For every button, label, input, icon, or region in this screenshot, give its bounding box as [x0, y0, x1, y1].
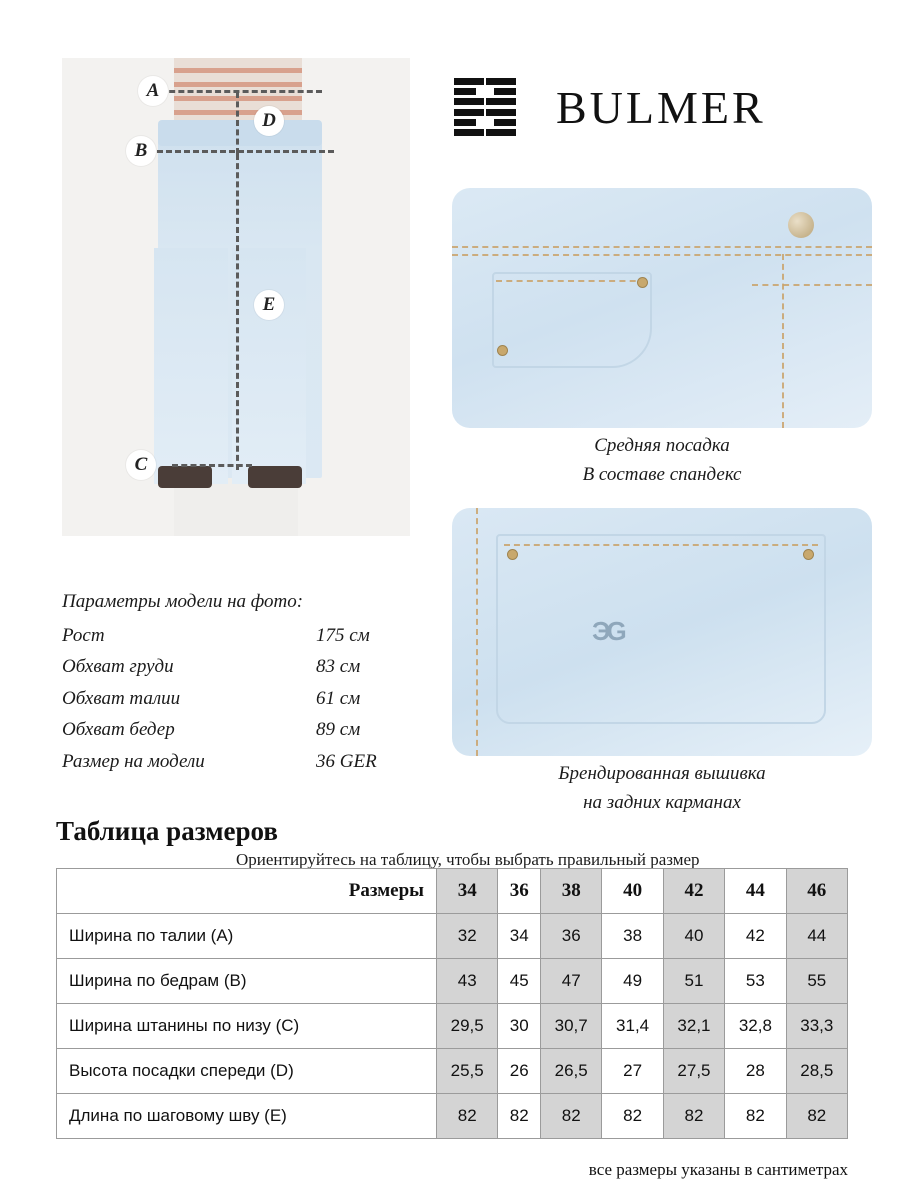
caption-line: Брендированная вышивка: [558, 763, 766, 784]
cell: 82: [725, 1094, 786, 1139]
cell: 38: [602, 914, 663, 959]
model-photo: [62, 58, 410, 536]
marker-b: B: [126, 136, 156, 166]
caption-line: В составе спандекс: [582, 463, 742, 485]
cell: 27,5: [663, 1049, 724, 1094]
table-row: [57, 1094, 848, 1139]
size-column-44: 44: [725, 869, 786, 914]
pocket-embroidery-icon: ЭG: [592, 616, 623, 646]
table-row: [57, 1049, 848, 1094]
cell: 82: [498, 1094, 541, 1139]
model-parameters-title: Параметры модели на фото:: [62, 591, 304, 612]
guide-line-hip-b: [148, 150, 334, 153]
guide-line-hem-c: [172, 464, 252, 467]
size-table-header-label: Размеры: [57, 869, 437, 914]
size-column-36: 36: [498, 869, 541, 914]
size-column-46: 46: [786, 869, 847, 914]
size-table-title: Таблица размеров: [56, 816, 278, 846]
model-param-label: Обхват груди: [62, 656, 174, 678]
bulmer-monogram-icon: [452, 76, 534, 138]
detail-photo-back-pocket: [452, 508, 872, 756]
size-table-footnote: все размеры указаны в сантиметрах: [588, 1160, 848, 1179]
model-param-label: Рост: [62, 624, 105, 646]
cell: 36: [541, 914, 602, 959]
model-param-label: Обхват бедер: [62, 719, 175, 741]
cell: 40: [663, 914, 724, 959]
cell: 29,5: [437, 1004, 498, 1049]
cell: 55: [786, 959, 847, 1004]
guide-line-rise-d: [236, 92, 239, 154]
cell: 47: [541, 959, 602, 1004]
measure-label-waist: Ширина по талии (A): [57, 914, 437, 959]
cell: 45: [498, 959, 541, 1004]
measure-label-rise: Высота посадки спереди (D): [57, 1049, 437, 1094]
model-jeans-leg-right: [232, 248, 306, 484]
model-param-value: 89 см: [316, 719, 361, 741]
cell: 82: [437, 1094, 498, 1139]
detail-photo-front-pocket: [452, 188, 872, 428]
size-column-40: 40: [602, 869, 663, 914]
model-param-value: 83 см: [316, 656, 361, 678]
model-param-row: [62, 620, 412, 652]
model-param-row: [62, 651, 412, 683]
model-jeans-waistband: [158, 120, 322, 146]
model-param-row: [62, 683, 412, 715]
cell: 32,8: [725, 1004, 786, 1049]
table-row: [57, 1004, 848, 1049]
cell: 25,5: [437, 1049, 498, 1094]
cell: 28: [725, 1049, 786, 1094]
model-param-value: 175 см: [316, 624, 370, 646]
model-param-row: [62, 746, 412, 778]
cell: 27: [602, 1049, 663, 1094]
cell: 33,3: [786, 1004, 847, 1049]
cell: 34: [498, 914, 541, 959]
cell: 49: [602, 959, 663, 1004]
cell: 44: [786, 914, 847, 959]
model-jeans-leg-left: [154, 248, 228, 484]
model-param-label: Обхват талии: [62, 687, 181, 709]
model-foot-right: [248, 466, 302, 488]
cell: 82: [541, 1094, 602, 1139]
guide-line-inseam-e: [236, 154, 239, 470]
cell: 30,7: [541, 1004, 602, 1049]
cell: 43: [437, 959, 498, 1004]
size-table: [56, 868, 848, 1139]
cell: 30: [498, 1004, 541, 1049]
caption-line: на задних карманах: [583, 791, 741, 813]
cell: 82: [663, 1094, 724, 1139]
size-column-34: 34: [437, 869, 498, 914]
measure-label-hips: Ширина по бедрам (B): [57, 959, 437, 1004]
guide-line-waist-a: [160, 90, 322, 93]
caption-line: Средняя посадка: [594, 435, 730, 456]
detail-photo-front-caption: [452, 432, 872, 489]
model-param-value: 61 см: [316, 687, 361, 709]
detail-photo-back-caption: [452, 760, 872, 817]
model-param-value: 36 GER: [316, 750, 377, 772]
cell: 32: [437, 914, 498, 959]
marker-a: A: [138, 76, 168, 106]
model-parameters: [62, 586, 412, 777]
size-table-subtitle: Ориентируйтесь на таблицу, чтобы выбрать правильный размер: [236, 850, 700, 869]
cell: 26,5: [541, 1049, 602, 1094]
brand-header: [452, 72, 872, 142]
brand-name: BULMER: [556, 81, 766, 133]
model-param-label: Размер на модели: [62, 750, 205, 772]
marker-c: C: [126, 450, 156, 480]
cell: 26: [498, 1049, 541, 1094]
cell: 51: [663, 959, 724, 1004]
cell: 31,4: [602, 1004, 663, 1049]
table-row: [57, 914, 848, 959]
cell: 82: [602, 1094, 663, 1139]
table-row: [57, 959, 848, 1004]
cell: 53: [725, 959, 786, 1004]
size-column-42: 42: [663, 869, 724, 914]
marker-e: E: [254, 290, 284, 320]
size-column-38: 38: [541, 869, 602, 914]
marker-d: D: [254, 106, 284, 136]
cell: 32,1: [663, 1004, 724, 1049]
table-header-row: [57, 869, 848, 914]
measure-label-hem: Ширина штанины по низу (C): [57, 1004, 437, 1049]
measure-label-inseam: Длина по шаговому шву (E): [57, 1094, 437, 1139]
cell: 82: [786, 1094, 847, 1139]
model-foot-left: [158, 466, 212, 488]
model-param-row: [62, 714, 412, 746]
cell: 42: [725, 914, 786, 959]
cell: 28,5: [786, 1049, 847, 1094]
